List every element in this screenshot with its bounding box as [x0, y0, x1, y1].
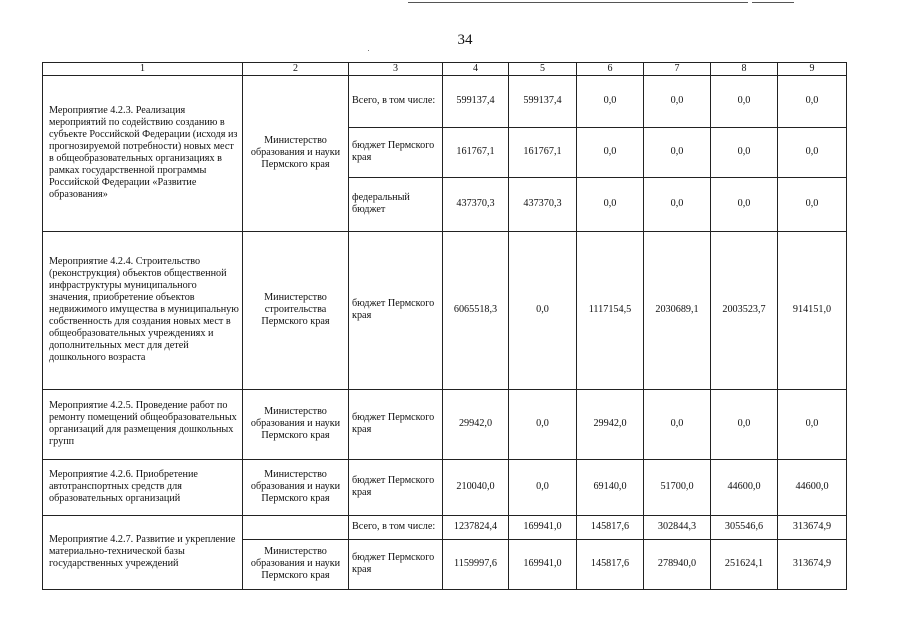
- value-cell: 599137,4: [443, 75, 509, 127]
- value-cell: 2003523,7: [711, 231, 778, 389]
- value-cell: 0,0: [778, 177, 847, 231]
- value-cell: 29942,0: [443, 389, 509, 459]
- table-row: [43, 75, 847, 127]
- value-cell: 914151,0: [778, 231, 847, 389]
- value-cell: 0,0: [644, 127, 711, 177]
- value-cell: 0,0: [644, 75, 711, 127]
- value-cell: 44600,0: [711, 459, 778, 515]
- value-cell: 437370,3: [443, 177, 509, 231]
- value-cell: 0,0: [711, 127, 778, 177]
- source-cell: бюджет Пермского края: [349, 231, 443, 389]
- header-cell: 9: [778, 63, 847, 76]
- executor-cell-empty: [243, 515, 349, 539]
- source-cell: бюджет Пермского края: [349, 539, 443, 589]
- source-cell: бюджет Пермского края: [349, 127, 443, 177]
- table-row: [43, 389, 847, 459]
- executor-cell: Министерство строительства Пермского края: [243, 231, 349, 389]
- scan-speck: [368, 50, 369, 51]
- program-table: [42, 62, 847, 590]
- header-cell: 7: [644, 63, 711, 76]
- value-cell: 0,0: [711, 177, 778, 231]
- value-cell: 0,0: [644, 177, 711, 231]
- header-cell: 3: [349, 63, 443, 76]
- value-cell: 0,0: [577, 75, 644, 127]
- value-cell: 1117154,5: [577, 231, 644, 389]
- top-rule-short: [752, 2, 794, 3]
- value-cell: 145817,6: [577, 539, 644, 589]
- table-row: [43, 231, 847, 389]
- value-cell: 51700,0: [644, 459, 711, 515]
- measure-cell: Мероприятие 4.2.4. Строительство (реконструкция) объектов общественной инфраструктуры муниципального значения, приобретение объектов недвижимого имущества в муниципальную собственность для создания новых мест в общеобразовательных учреждениях и дополнительных мест для детей дошкольного возраста: [43, 231, 243, 389]
- value-cell: 0,0: [778, 75, 847, 127]
- value-cell: 302844,3: [644, 515, 711, 539]
- source-cell: бюджет Пермского края: [349, 389, 443, 459]
- value-cell: 6065518,3: [443, 231, 509, 389]
- value-cell: 0,0: [711, 75, 778, 127]
- measure-cell: Мероприятие 4.2.7. Развитие и укрепление материально-технической базы государственных учреждений: [43, 515, 243, 589]
- executor-cell: Министерство образования и науки Пермского края: [243, 539, 349, 589]
- measure-cell: Мероприятие 4.2.5. Проведение работ по ремонту помещений общеобразовательных организаций для размещения дошкольных групп: [43, 389, 243, 459]
- header-cell: 8: [711, 63, 778, 76]
- source-cell: Всего, в том числе:: [349, 75, 443, 127]
- value-cell: 69140,0: [577, 459, 644, 515]
- value-cell: 0,0: [509, 459, 577, 515]
- value-cell: 0,0: [711, 389, 778, 459]
- value-cell: 0,0: [509, 389, 577, 459]
- table-row: [43, 459, 847, 515]
- value-cell: 313674,9: [778, 539, 847, 589]
- value-cell: 0,0: [577, 127, 644, 177]
- header-cell: 6: [577, 63, 644, 76]
- page-number: 34: [457, 32, 473, 48]
- executor-cell: Министерство образования и науки Пермского края: [243, 459, 349, 515]
- value-cell: 1159997,6: [443, 539, 509, 589]
- value-cell: 0,0: [778, 127, 847, 177]
- header-row: [43, 63, 847, 76]
- value-cell: 0,0: [778, 389, 847, 459]
- header-cell: 4: [443, 63, 509, 76]
- top-rule: [408, 2, 748, 3]
- source-cell: Всего, в том числе:: [349, 515, 443, 539]
- value-cell: 0,0: [509, 231, 577, 389]
- value-cell: 161767,1: [443, 127, 509, 177]
- value-cell: 44600,0: [778, 459, 847, 515]
- value-cell: 305546,6: [711, 515, 778, 539]
- header-cell: 5: [509, 63, 577, 76]
- value-cell: 169941,0: [509, 539, 577, 589]
- executor-cell: Министерство образования и науки Пермского края: [243, 75, 349, 231]
- table-row: [43, 515, 847, 539]
- source-cell: бюджет Пермского края: [349, 459, 443, 515]
- executor-cell: Министерство образования и науки Пермского края: [243, 389, 349, 459]
- measure-cell: Мероприятие 4.2.6. Приобретение автотранспортных средств для образовательных организаций: [43, 459, 243, 515]
- value-cell: 169941,0: [509, 515, 577, 539]
- value-cell: 29942,0: [577, 389, 644, 459]
- value-cell: 0,0: [577, 177, 644, 231]
- value-cell: 313674,9: [778, 515, 847, 539]
- source-cell: федеральный бюджет: [349, 177, 443, 231]
- value-cell: 0,0: [644, 389, 711, 459]
- measure-cell: Мероприятие 4.2.3. Реализация мероприятий по содействию созданию в субъекте Российской Федерации (исходя из прогнозируемой потребности) новых мест в общеобразовательных организациях в рамках государственной программы Российской Федерации «Развитие образования»: [43, 75, 243, 231]
- value-cell: 2030689,1: [644, 231, 711, 389]
- value-cell: 1237824,4: [443, 515, 509, 539]
- value-cell: 210040,0: [443, 459, 509, 515]
- value-cell: 251624,1: [711, 539, 778, 589]
- value-cell: 161767,1: [509, 127, 577, 177]
- header-cell: 1: [43, 63, 243, 76]
- value-cell: 599137,4: [509, 75, 577, 127]
- value-cell: 278940,0: [644, 539, 711, 589]
- header-cell: 2: [243, 63, 349, 76]
- value-cell: 437370,3: [509, 177, 577, 231]
- value-cell: 145817,6: [577, 515, 644, 539]
